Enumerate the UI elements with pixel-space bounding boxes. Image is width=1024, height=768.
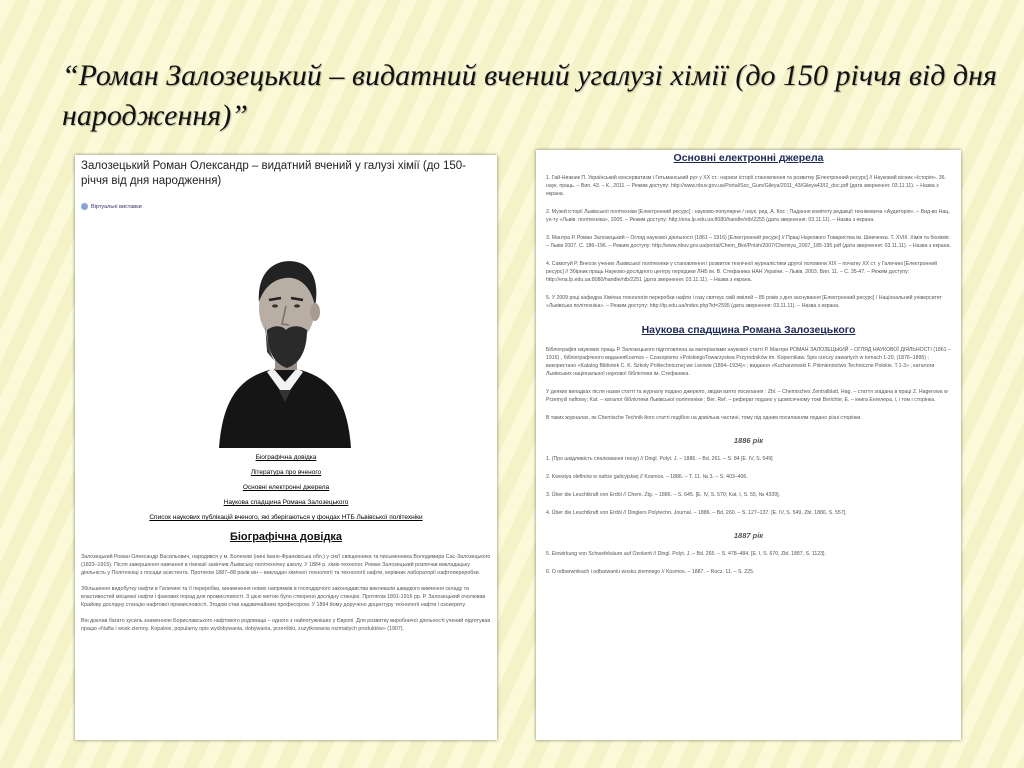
publication-item: 4. Über die Leuchtkraft von Erdöl // Dinglers Polytechn. Journal. – 1886. – Bd. 260. – S. 127–137. [E. IV, S. 549, Zbl. 1886, S. 557].	[546, 510, 847, 516]
virtual-exhibitions-link[interactable]	[81, 203, 497, 210]
source-item: 2. Музей історії Львівської політехніки [Електронний ресурс] : науково-популярне / наук. ред. А. Кос ; Падання комітету редакції технікевича «Аудиторія». – Вид-во Нац. ун-ту «Львів. політехніка», 2005. – Режим доступу: http://ena.lp.edu.ua:8080/handle/ntb/2255 (дата звернення: 03.11.11). – Назва з екрана.	[546, 209, 950, 223]
source-item: 1. Гай-Нижник П. Український консерватизм і Гетьманський рух у ХХ ст.: нариси історії становлення та розвитку [Електронний ресурс] // Науковий вісник «Історія». 36. наук. праць. – Вип. 43. – К., 2011. – Режим доступу: http://www.nbuv.gov.ua/Portal/Soc_Gum/Gileya/2011_43/Gileya43/I2_doc.pdf (дата звернення: 03.11.11). – Назва з екрана.	[546, 175, 946, 197]
source-item: 3. Мантра Р. Роман Залозецький – Огляд наукової діяльності (1861 – 1916) [Електронний ресурс] // Праці Наукового Товариства ім. Шевченка. Т. XVIII. Хімія та біохімія. – Львів 2007. С. 186–196. – Режим доступу: http://www.nbuv.gov.ua/portal/Chem_Biol/Pntsh/2007/Chemiya_2007_185-195.pdf (дата звернення: 03.11.11). – Назва з екрана.	[546, 235, 951, 249]
year-heading-1886: 1886 рік	[733, 436, 764, 445]
sources-heading: Основні електронні джерела	[673, 152, 824, 164]
nav-link-sources[interactable]: Основні електронні джерела	[242, 484, 330, 491]
left-page-title: Залозецький Роман Олександр – видатний вчений у галузі хімії (до 150-річчя від дня народження)	[81, 160, 467, 187]
left-page-screenshot	[75, 155, 497, 740]
heritage-paragraph: Бібліографія наукових праць Р. Залозецького підготовлена за матеріалами наукової статті Р. Мантри РОМАН ЗАЛОЗЕЦЬКИЙ – ОГЛЯД НАУКОВОЇ ДІЯЛЬНОСТІ (1861 – 1916) , бібліографічного виданняKosmos – Czasopismo «PolskiegoTowarzystwa Przyrodników im. Kopernikaw. Spis rzeczy zawartych w tomach 1-20, (1876–1895) ; використано «Katalog Bibliotek C. K. Szkoły Politechnicznej we Lwowie (1894–1934)» ; видання «Kucharzewski F. Piśmiennictwo Techniczne Polskie. T.1-3» ; каталоги Львівських національної наукової бібліотеки ім. Стефаника.	[546, 347, 951, 377]
exhibition-icon	[81, 203, 88, 210]
portrait	[215, 222, 355, 448]
left-page-nav	[75, 454, 497, 521]
virtual-exhibitions-label: Віртуальні виставки	[91, 203, 142, 210]
slide-title: “Роман Залозецький – видатний вчений угалузі хімії (до 150 річчя від дня народження)”	[62, 59, 997, 132]
nav-link-publications[interactable]: Список наукових публікацій вченого, які зберігаються у фондах НТБ Львівської політехніки	[149, 514, 423, 521]
heritage-paragraph: У деяких випадках після назви статті та журналу подано джерело, звідки взято посилання : Zbl. – Chemisches Zentralblatt, Hag. – стаття згадана в праці Z. Hagerowa w Przemyśl naftowy; Kat. – каталог бібліотеки Львівської політехніки ; Ber. Ref. – реферат подано у щомісячному томі Berichte; E. – книга Енгелера, і, і том і сторінка.	[546, 389, 948, 403]
source-item: 4. Самотуй Р. Внесок учених Львівської політехніки у становлення і розвиток технічної журналістики другої половини ХІХ – початку ХХ ст. у Галичині [Електронний ресурс] // Збірник праць Науково-дослідного центру періодики ЛНБ ім. В. Стефаника НАН України. – Львів, 2003. Вип. 11. – С. 35-47. – Режим доступу: http://ena.lp.edu.ua:8080/handle/ntb/2251 (дата звернення: 03.11.11). – Назва з екрана.	[546, 261, 938, 283]
heritage-paragraph: В таких журналах, як Chemische Technik його статті подібно на довільна частині, тому під одним посиланням подано різні сторінки.	[546, 415, 862, 421]
source-item: 5. У 2009 році кафедра Хімічна технологія переробки нафти і газу святкує свій ювілей – 85 років з дня заснування [Електронний ресурс] / Національний університет «Львівська політехніка». – Режим доступу: http://tp.edu.ua/index.php?id=2595 (дата звернення: 03.11.11). – Назва з екрана.	[546, 295, 942, 309]
year-heading-1887: 1887 рік	[733, 531, 764, 540]
publication-item: 1. (Про шкідливість спалювання гнозу) // Dingl. Polyt. J. – 1886. – Bd. 261. – S. 84 [E. IV, S. 549]	[546, 456, 773, 462]
publication-item: 6. O odbarwnikach i odbarwaniu wosku ziemnego // Kosmos. – 1887. – Rocz. 11. – S. 225.	[546, 569, 755, 575]
biography-paragraph: Він доклав багато зусиль знаменною Бориславського нафтового родовища – одного з найпотужніших у Європі. Для розвитку виробничої діяльності учений підготував працю «Nafta i wosk ziemny. Kopalnie, popularny opis wydobywania, dobywania, przeróbki, zuzytkowania rozmaitych produktów» (1907).	[81, 618, 491, 632]
biography-paragraph: Залозецький Роман Олександр Васильович, народився у м. Болехові (нині Івано-Франківська обл.) у сім'ї священника та письменника Володимира Сас-Залозецького (1833–1915). Після завершення навчання в гімназії закінчив Львівську політехнічну школу. У 1884 р. хімік-технолог. Роман Залозецький розпочав викладацьку діяльність у Політехніці з посади асистента. Протягом 1887–88 років він – викладач хімічної технології та технології нафти, керівник лабораторії нафтопереробки.	[81, 554, 491, 576]
nav-link-heritage[interactable]: Наукова спадщина Романа Залозецького	[223, 499, 349, 506]
nav-link-literature[interactable]: Література про вченого	[250, 469, 322, 476]
portrait-photo	[215, 222, 355, 448]
biography-paragraph: Збільшення видобутку нафти в Галичині та її переробки, виникнення нових напрямків в господарчого законодавства викликали швидкого вивчення складу та властивостей місцевої нафти і фахових порад для промисловості. З цією метою було створено дослідну станцію. Протягом 1891-1916 pp. Р. Залозецький очолював Крайову дослідну станцію нафтової промисловості. Згодом став надзвичайним професором. У 1894 йому доручено доцентуру технології нафти і озокериту.	[81, 586, 486, 608]
publication-item: 2. Kwestya olefinów w nafcie galicyjskiej // Kosmos. – 1886. – T. 11. № 3. – S. 403–406.	[546, 474, 748, 480]
publication-item: 5. Einwirkung von Schwefelsäure auf Ozokerit // Dingl. Polyt. J. – Bd. 265. – S. 478–484. [E. I, S. 670, Zbl. 1887, S. 1123].	[546, 551, 826, 557]
heritage-heading: Наукова спадщина Романа Залозецького	[641, 324, 856, 336]
biography-heading: Біографічна довідка	[229, 531, 343, 543]
publication-item: 3. Über die Leuchtkraft von Erdöl // Chem. Ztg. – 1886. – S. 645. [E. IV, S. 570; Kat. I, S. 55, № 4339].	[546, 492, 781, 498]
right-page-screenshot	[536, 150, 961, 740]
nav-link-biography[interactable]: Біографічна довідка	[255, 454, 317, 461]
